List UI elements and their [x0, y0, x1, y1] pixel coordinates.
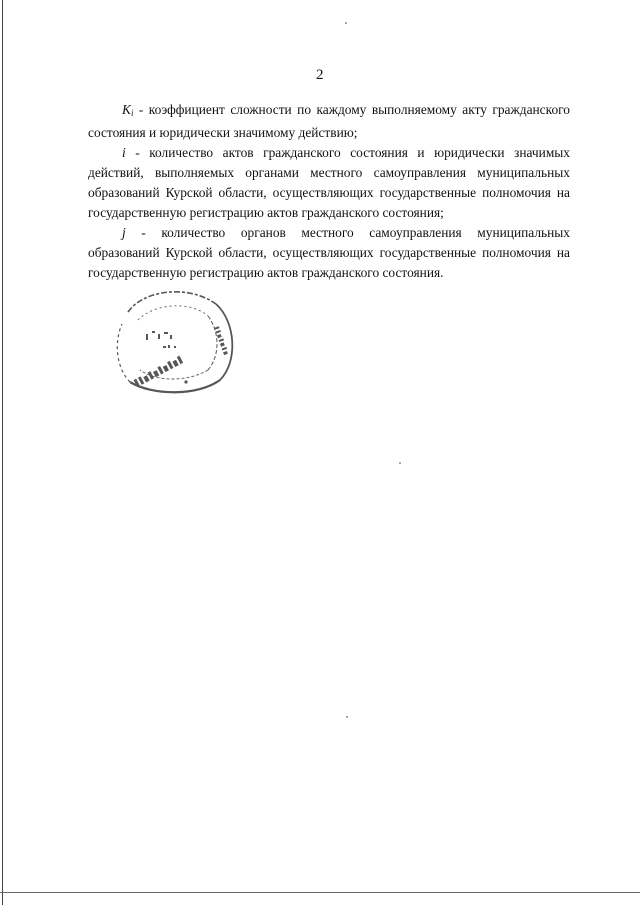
symbol-j: j	[122, 225, 126, 240]
page-number: 2	[316, 67, 324, 83]
page-left-edge	[2, 0, 3, 905]
scan-speck	[346, 716, 348, 718]
official-seal-stamp	[108, 282, 238, 394]
symbol-i: i	[122, 145, 126, 160]
definition-j-text: - количество органов местного самоуправления муниципальных образований Курской области, осуществляющих государственные полномочия на государственную регистрацию актов гражданского состояния.	[88, 225, 570, 280]
scan-speck	[399, 462, 401, 464]
definition-j	[88, 223, 570, 283]
definitions-body	[88, 100, 570, 283]
subscript-i: i	[130, 108, 134, 118]
page-bottom-edge	[0, 892, 640, 893]
definition-k	[88, 100, 570, 143]
definition-k-text: - коэффициент сложности по каждому выполняемому акту гражданского состояния и юридически значимому действию;	[88, 102, 570, 140]
symbol-k: K	[122, 102, 131, 117]
definition-i	[88, 143, 570, 223]
definition-i-text: - количество актов гражданского состояния и юридически значимых действий, выполняемых органами местного самоуправления муниципальных образований Курской области, осуществляющих государственные полномочия на государственную регистрацию актов гражданского состояния;	[88, 145, 570, 220]
scan-speck	[345, 22, 347, 24]
